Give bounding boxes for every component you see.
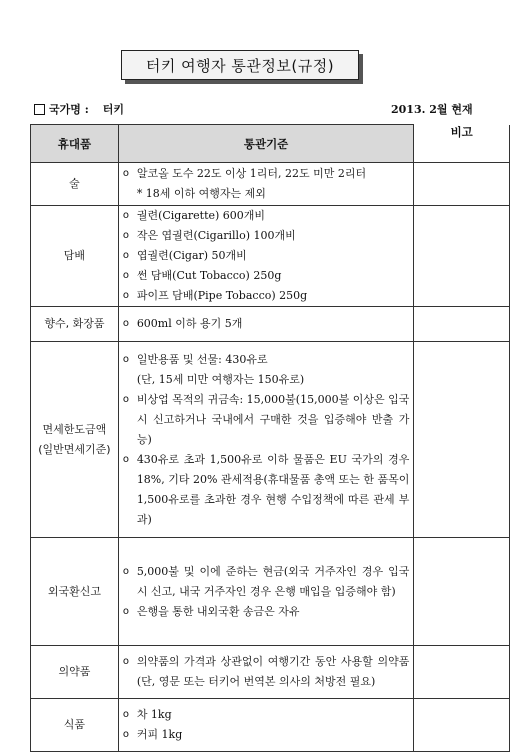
row-remarks (414, 699, 510, 752)
row-remarks (414, 646, 510, 699)
list-item (123, 370, 410, 390)
list-item (123, 206, 410, 226)
bullet-icon: o (122, 168, 129, 179)
list-item-text: * 18세 이하 여행자는 제외 (136, 187, 266, 200)
list-item (123, 350, 410, 370)
checkbox-square-icon (34, 104, 45, 115)
category-line: 식품 (63, 718, 86, 731)
bullet-icon: o (122, 250, 129, 261)
category-line: 면세한도금액 (42, 422, 107, 436)
table-row (31, 206, 510, 307)
table-header-row (31, 125, 510, 163)
header-remarks (414, 125, 510, 163)
list-item-text: (단, 15세 미만 여행자는 150유로) (136, 372, 305, 386)
list-item-text: 엽궐련(Cigar) 50개비 (136, 249, 247, 262)
list-item-text: 파이프 담배(Pipe Tobacco) 250g (136, 289, 308, 302)
row-category (31, 646, 119, 699)
category-line: 담배 (63, 249, 86, 262)
row-remarks (414, 206, 510, 307)
row-standard (118, 342, 414, 538)
row-remarks (414, 538, 510, 646)
header-remarks-label: 비고 (450, 125, 473, 140)
row-category (31, 163, 119, 206)
category-line: 술 (69, 177, 80, 190)
list-item (123, 390, 410, 450)
list-item (123, 286, 410, 306)
row-standard (118, 699, 414, 752)
list-item (123, 246, 410, 266)
header-standard: 통관기준 (118, 125, 414, 163)
row-standard (118, 646, 414, 699)
list-item (123, 184, 410, 204)
bullet-icon: o (122, 605, 129, 617)
customs-table (30, 124, 510, 752)
row-remarks (414, 342, 510, 538)
list-item (123, 314, 410, 334)
list-item (123, 164, 410, 184)
row-standard (118, 538, 414, 646)
list-item-text: 썬 담배(Cut Tobacco) 250g (136, 269, 282, 282)
list-item-text: 알코올 도수 22도 이상 1리터, 22도 미만 2리터 (136, 167, 367, 180)
row-standard (118, 206, 414, 307)
bullet-icon: o (122, 565, 129, 577)
bullet-icon: o (122, 290, 129, 301)
bullet-icon: o (122, 230, 129, 241)
bullet-icon: o (122, 709, 129, 720)
bullet-icon: o (122, 453, 129, 465)
list-item (123, 652, 410, 692)
bullet-icon: o (122, 318, 129, 329)
category-line: 의약품 (58, 665, 91, 678)
list-item-text: 의약품의 가격과 상관없이 여행기간 동안 사용할 의약품(단, 영문 또는 터키어 번역본 의사의 처방전 필요) (136, 655, 410, 688)
list-item (123, 602, 410, 622)
row-standard (118, 307, 414, 342)
list-item-text: 은행을 통한 내외국환 송금은 자유 (136, 604, 300, 618)
date-label: 2013. 2월 현재 (391, 103, 473, 116)
list-item-text: 비상업 목적의 귀금속: 15,000불(15,000불 이상은 입국 시 신고하거나 국내에서 구매한 것을 입증해야 반출 가능) (136, 392, 410, 446)
country-line (34, 101, 124, 117)
list-item-text: 작은 엽궐련(Cigarillo) 100개비 (136, 229, 296, 242)
category-line: 향수, 화장품 (44, 317, 105, 330)
row-remarks (414, 307, 510, 342)
bullet-icon: o (122, 729, 129, 740)
list-item-text: 5,000불 및 이에 준하는 현금(외국 거주자인 경우 입국 시 신고, 내국 거주자인 경우 은행 매입을 입증해야 함) (136, 564, 410, 598)
header-item: 휴대품 (31, 125, 119, 163)
list-item (123, 266, 410, 286)
row-standard (118, 163, 414, 206)
country-label: 국가명 : (49, 103, 89, 116)
bullet-icon: o (122, 656, 129, 667)
table-row (31, 646, 510, 699)
table-row (31, 307, 510, 342)
category-line: 외국환신고 (47, 584, 101, 598)
table-row (31, 163, 510, 206)
country-value: 터키 (102, 103, 125, 116)
table-row (31, 699, 510, 752)
list-item (123, 562, 410, 602)
list-item (123, 705, 410, 725)
list-item-text: 일반용품 및 선물: 430유로 (136, 352, 268, 366)
list-item (123, 226, 410, 246)
row-category (31, 342, 119, 538)
row-category (31, 538, 119, 646)
bullet-icon: o (122, 210, 129, 221)
table-row (31, 538, 510, 646)
category-line: (일반면세기준) (38, 442, 111, 456)
list-item-text: 궐련(Cigarette) 600개비 (136, 209, 266, 222)
list-item-text: 차 1kg (136, 708, 172, 721)
table-row (31, 342, 510, 538)
list-item (123, 450, 410, 530)
row-category (31, 699, 119, 752)
list-item-text: 430유로 초과 1,500유로 이하 물품은 EU 국가의 경우 18%, 기타 20% 관세적용(휴대물품 총액 또는 한 품목이 1,500유로를 초과한 경우 현행 수입정책에 따른 관세 부과) (136, 452, 410, 526)
row-category (31, 307, 119, 342)
row-category (31, 206, 119, 307)
list-item-text: 600ml 이하 용기 5개 (136, 317, 243, 330)
row-remarks (414, 163, 510, 206)
list-item (123, 725, 410, 745)
bullet-icon: o (122, 393, 129, 405)
document-title: 터키 여행자 통관정보(규정) (121, 50, 359, 80)
bullet-icon: o (122, 353, 129, 365)
list-item-text: 커피 1kg (136, 728, 183, 741)
bullet-icon: o (122, 270, 129, 281)
